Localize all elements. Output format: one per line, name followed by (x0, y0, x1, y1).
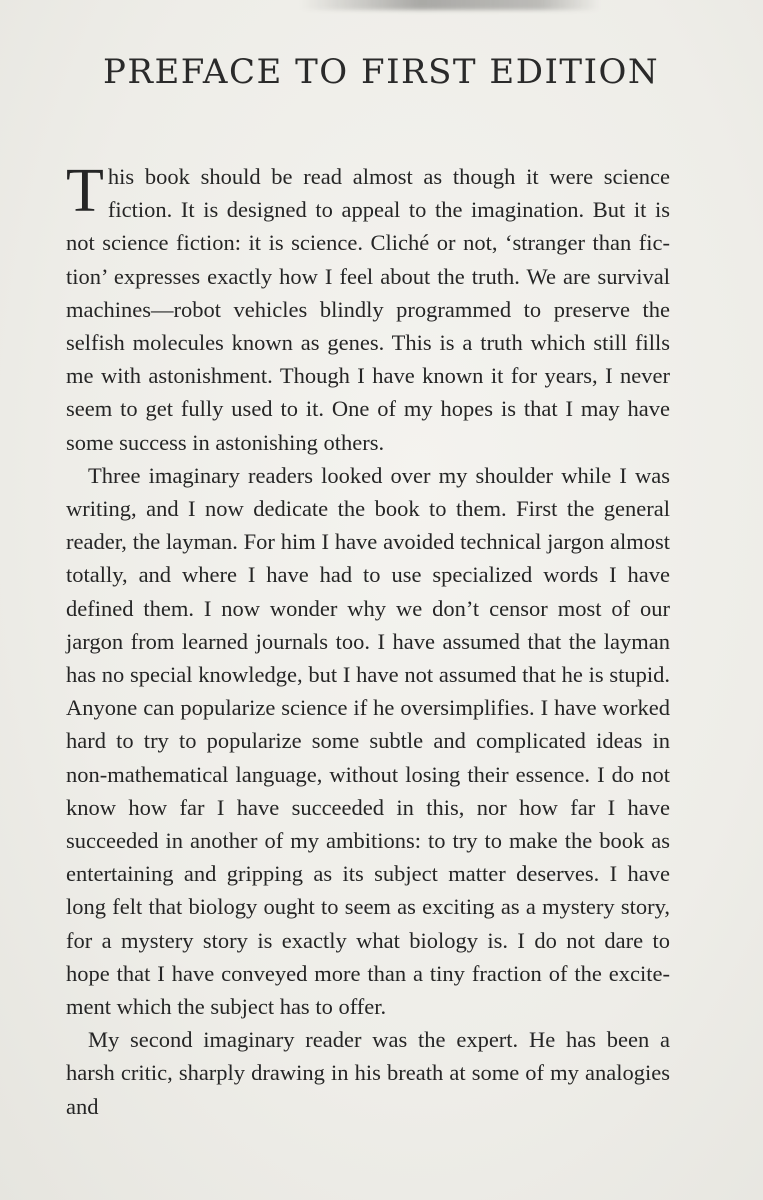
paragraph-3: My second imaginary reader was the expert. He has been a harsh critic, sharply drawing in his breath at some of my analogies and (66, 1027, 670, 1119)
drop-cap: T (66, 157, 104, 225)
page-title: PREFACE TO FIRST EDITION (103, 52, 660, 92)
paragraph-1-text: his book should be read almost as though it were science fiction. It is designed to appeal to the imagination. But it is not science fiction: it is science. Cliché or not, ‘stranger than fiction’ expresses exactly how I feel about the truth. We are survival machines—robot vehicles blindly programmed to preserve the selfish molecules known as genes. This is a truth which still fills me with astonishment. Though I have known it for years, I never seem to get fully used to it. One of my hopes is that I may have some success in astonishing others. (66, 164, 670, 455)
paragraph-1 (66, 157, 670, 459)
paragraph-2: Three imaginary readers looked over my shoulder while I was writing, and I now dedicate the book to them. First the general reader, the layman. For him I have avoided technical jargon almost totally, and where I have had to use specialized words I have defined them. I now wonder why we don’t censor most of our jargon from learned journals too. I have assumed that the layman has no special knowledge, but I have not assumed that he is stupid. Anyone can popularize science if he oversimplifies. I have worked hard to try to popularize some subtle and complicated ideas in non-mathematical language, without losing their essence. I do not know how far I have succeeded in this, nor how far I have succeeded in another of my ambitions: to try to make the book as entertaining and gripping as its subject matter deserves. I have long felt that biology ought to seem as exciting as a mystery story, for a mystery story is exactly what biology is. I do not dare to hope that I have conveyed more than a tiny fraction of the excitement which the subject has to offer. (66, 462, 670, 1020)
body-text (66, 157, 670, 1123)
bleed-through-shadow (300, 0, 600, 10)
